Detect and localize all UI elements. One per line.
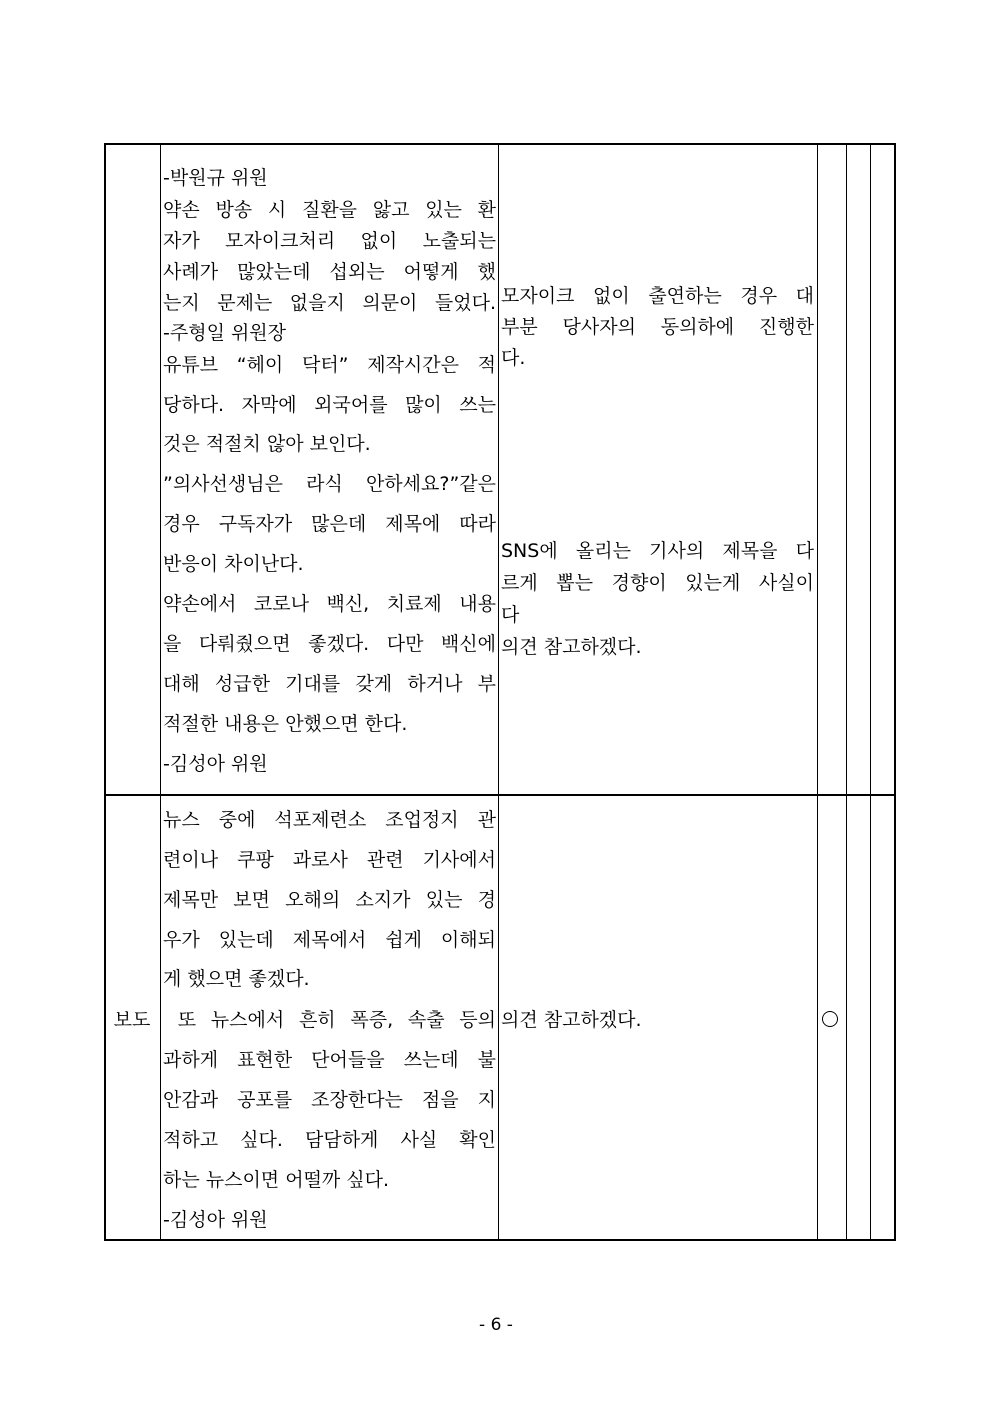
comment-line: 것은 적절치 않아 보인다. [163, 433, 371, 455]
column-divider [817, 143, 818, 1241]
response-line: 르게 뽑는 경향이 있는게 사실이 [501, 572, 814, 594]
comment-line: 유튜브 “헤이 닥터” 제작시간은 적 [163, 354, 496, 376]
comment-line: 련이나 쿠팡 과로사 관련 기사에서 [163, 849, 496, 871]
response-line: 모자이크 없이 출연하는 경우 대 [501, 285, 814, 307]
comment-line: 을 다뤄줬으면 좋겠다. 다만 백신에 [163, 633, 496, 655]
response-line: 다. [501, 347, 526, 369]
comment-line: 제목만 보면 오해의 소지가 있는 경 [163, 889, 496, 911]
comment-line: 약손 방송 시 질환을 앓고 있는 환 [163, 199, 496, 221]
response-line: 의견 참고하겠다. [501, 1009, 642, 1031]
comment-line: 대해 성급한 기대를 갖게 하거나 부 [163, 673, 496, 695]
comment-line: 적하고 싶다. 담담하게 사실 확인 [163, 1129, 496, 1151]
comment-line: 하는 뉴스이면 어떨까 싶다. [163, 1169, 390, 1191]
row-divider [104, 794, 896, 796]
comment-line: 적절한 내용은 안했으면 한다. [163, 713, 408, 735]
comment-line: 과하게 표현한 단어들을 쓰는데 불 [163, 1049, 496, 1071]
category-label: 보도 [113, 1009, 151, 1031]
response-line: SNS에 올리는 기사의 제목을 다 [501, 540, 814, 562]
comment-line: 경우 구독자가 많은데 제목에 따라 [163, 513, 496, 535]
table-bottom-border [104, 1239, 896, 1241]
response-line: 부분 당사자의 동의하에 진행한 [501, 316, 814, 338]
comment-line: -김성아 위원 [163, 753, 268, 775]
comment-line: -주형일 위원장 [163, 322, 287, 344]
comment-line: 약손에서 코로나 백신, 치료제 내용 [163, 593, 496, 615]
comment-line: ”의사선생님은 라식 안하세요?”같은 [163, 473, 496, 495]
comment-line: 뉴스 중에 석포제련소 조업정지 관 [163, 809, 496, 831]
comment-line: 당하다. 자막에 외국어를 많이 쓰는 [163, 394, 496, 416]
response-line: 의견 참고하겠다. [501, 636, 642, 658]
comment-line: 우가 있는데 제목에서 쉽게 이해되 [163, 929, 496, 951]
comment-line: 또 뉴스에서 흔히 폭증, 속출 등의 [163, 1009, 496, 1031]
comment-line: 자가 모자이크처리 없이 노출되는 [163, 230, 496, 252]
comment-line: -김성아 위원 [163, 1209, 268, 1231]
comment-line: 는지 문제는 없을지 의문이 들었다. [163, 292, 496, 314]
table-right-border [894, 143, 896, 1241]
table-left-border [104, 143, 106, 1241]
comment-line: 안감과 공포를 조장한다는 점을 지 [163, 1089, 496, 1111]
comment-line: 사례가 많았는데 섭외는 어떻게 했 [163, 261, 496, 283]
comment-line: 게 했으면 좋겠다. [163, 968, 310, 990]
column-divider [846, 143, 847, 1241]
page-number: - 6 - [479, 1315, 513, 1335]
comment-line: -박원규 위원 [163, 167, 268, 189]
column-divider [498, 143, 499, 1241]
column-divider [870, 143, 871, 1241]
table-top-border [104, 143, 896, 145]
circle-mark [822, 1011, 838, 1027]
response-line: 다 [501, 604, 520, 626]
comment-line: 반응이 차이난다. [163, 553, 304, 575]
column-divider [160, 143, 161, 1241]
